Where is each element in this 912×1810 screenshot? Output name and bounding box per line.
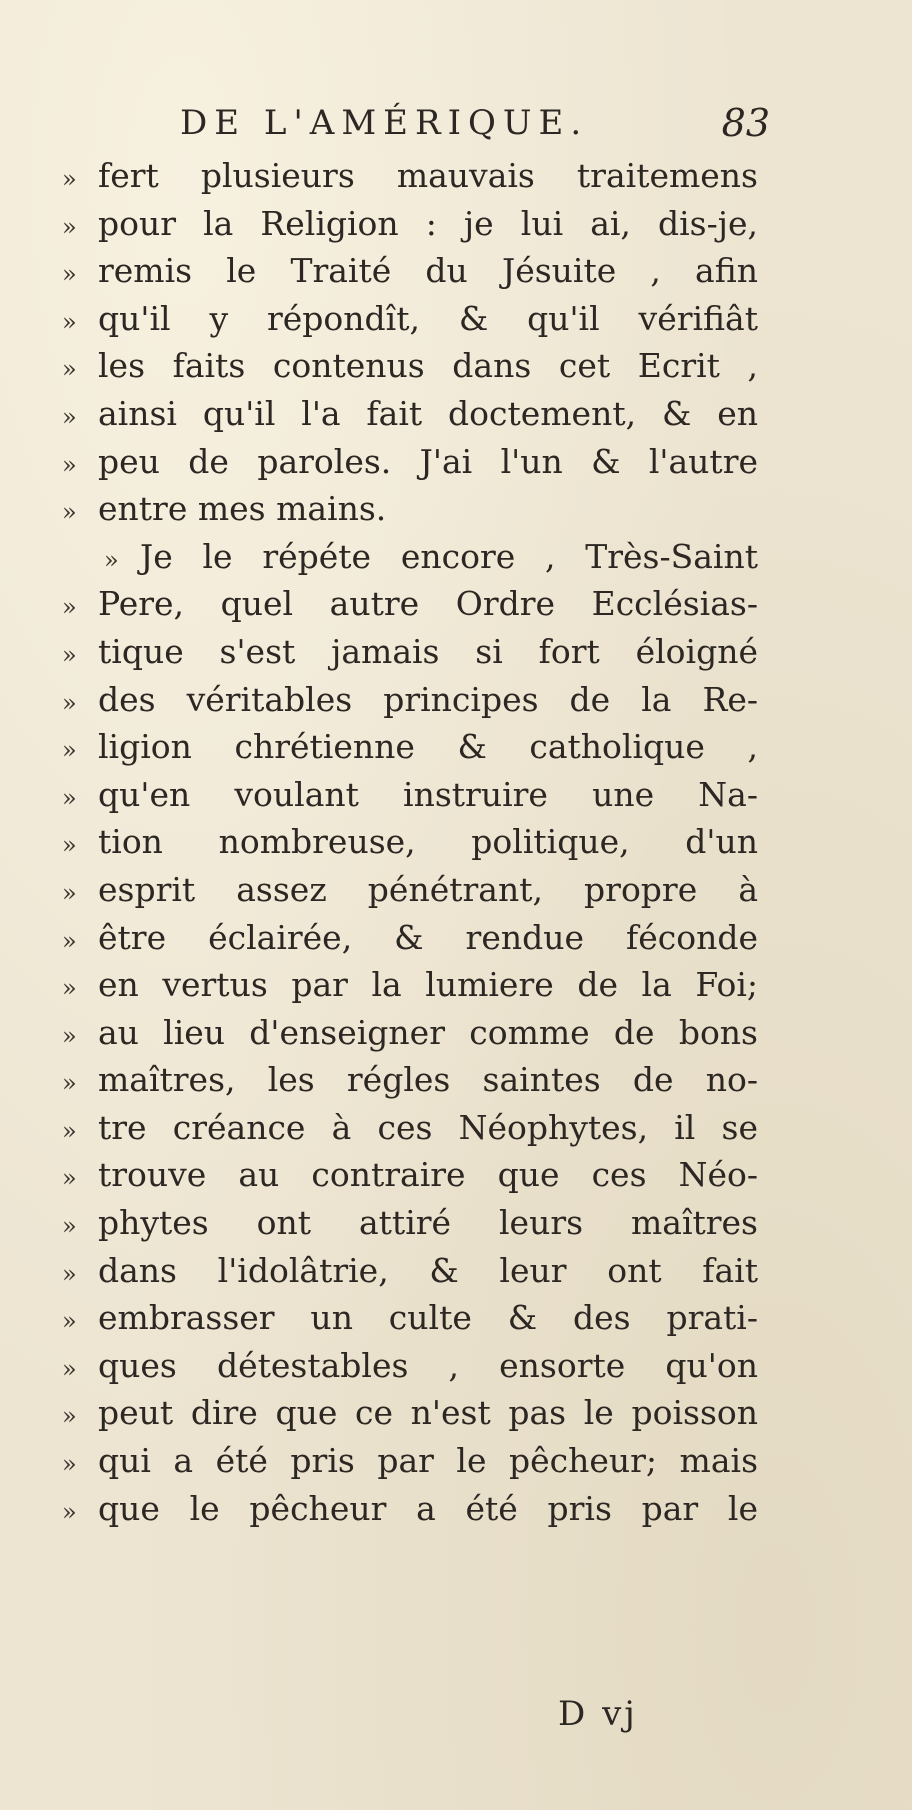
- quote-mark: »: [62, 1402, 77, 1431]
- line-text: qu'en voulant instruire une Na-: [98, 774, 758, 814]
- text-line: [62, 628, 758, 676]
- text-line: [62, 1104, 758, 1152]
- quote-mark: »: [62, 1116, 77, 1145]
- quote-mark: »: [62, 1450, 77, 1479]
- text-line: [62, 438, 758, 486]
- quote-mark: »: [62, 355, 77, 384]
- text-line: [62, 723, 758, 771]
- quote-mark: »: [62, 498, 77, 527]
- text-line: [62, 771, 758, 819]
- body-text: [62, 152, 758, 1532]
- quote-mark: »: [62, 831, 77, 860]
- page-header: [180, 98, 770, 148]
- line-text: ainsi qu'il l'a fait doctement, & en: [98, 393, 758, 433]
- line-text: au lieu d'enseigner comme de bons: [98, 1012, 758, 1052]
- line-text: pour la Religion : je lui ai, dis-je,: [98, 203, 758, 243]
- text-line: [62, 1247, 758, 1295]
- text-line: [62, 200, 758, 248]
- line-text: phytes ont attiré leurs maîtres: [98, 1203, 758, 1243]
- quote-mark: »: [62, 165, 77, 193]
- text-line: [62, 342, 758, 390]
- line-text: embrasser un culte & des prati-: [98, 1298, 758, 1338]
- line-text: fert plusieurs mauvais traitemens: [98, 156, 758, 195]
- quote-mark: »: [62, 1069, 77, 1098]
- text-line: [62, 247, 758, 295]
- text-line: [62, 1294, 758, 1342]
- text-line: [62, 1199, 758, 1247]
- quote-mark: »: [62, 1354, 77, 1383]
- line-text: Je le répéte encore , Très-Saint: [140, 536, 758, 576]
- text-line: [62, 485, 758, 533]
- text-line: [62, 914, 758, 962]
- quote-mark: »: [62, 260, 77, 289]
- quote-mark: »: [62, 1021, 77, 1050]
- text-line: [62, 818, 758, 866]
- text-line: [62, 1485, 758, 1533]
- quote-mark: »: [62, 783, 77, 812]
- text-line: [62, 1389, 758, 1437]
- line-text: tion nombreuse, politique, d'un: [98, 822, 758, 862]
- text-line: [62, 676, 758, 724]
- line-text: Pere, quel autre Ordre Ecclésias-: [98, 584, 758, 624]
- line-text: peut dire que ce n'est pas le poisson: [98, 1393, 758, 1433]
- line-text: entre mes mains.: [98, 489, 387, 529]
- quote-mark: »: [62, 1164, 77, 1193]
- quote-mark: »: [62, 1212, 77, 1241]
- quote-mark: »: [62, 450, 77, 479]
- quote-mark: »: [62, 1497, 77, 1526]
- quote-mark: »: [104, 545, 119, 574]
- line-text: tre créance à ces Néophytes, il se: [98, 1107, 758, 1147]
- line-text: esprit assez pénétrant, propre à: [98, 869, 758, 909]
- line-text: trouve au contraire que ces Néo-: [98, 1155, 758, 1195]
- line-text: ques détestables , ensorte qu'on: [98, 1345, 758, 1385]
- page-number: 83: [721, 101, 770, 145]
- text-line: [62, 866, 758, 914]
- line-text: tique s'est jamais si fort éloigné: [98, 631, 758, 671]
- quote-mark: »: [62, 736, 77, 765]
- text-line: [62, 390, 758, 438]
- text-line: [62, 961, 758, 1009]
- line-text: que le pêcheur a été pris par le: [98, 1488, 758, 1528]
- quote-mark: »: [62, 878, 77, 907]
- line-text: en vertus par la lumiere de la Foi;: [98, 965, 758, 1005]
- text-line: [62, 580, 758, 628]
- quote-mark: »: [62, 640, 77, 669]
- quote-mark: »: [62, 307, 77, 336]
- line-text: remis le Traité du Jésuite , afin: [98, 251, 758, 291]
- quote-mark: »: [62, 593, 77, 622]
- text-line: [62, 1056, 758, 1104]
- line-text: qui a été pris par le pêcheur; mais: [98, 1441, 758, 1481]
- text-line: [62, 1009, 758, 1057]
- quote-mark: »: [62, 926, 77, 955]
- quote-mark: »: [62, 212, 77, 241]
- quote-mark: »: [62, 1307, 77, 1336]
- text-line: [62, 1437, 758, 1485]
- quote-mark: »: [62, 402, 77, 431]
- line-text: maîtres, les régles saintes de no-: [98, 1060, 758, 1100]
- line-text: des véritables principes de la Re-: [98, 679, 758, 719]
- line-text: peu de paroles. J'ai l'un & l'autre: [98, 441, 758, 481]
- quote-mark: »: [62, 688, 77, 717]
- line-text: les faits contenus dans cet Ecrit ,: [98, 346, 758, 386]
- text-line: [62, 1342, 758, 1390]
- line-text: être éclairée, & rendue féconde: [98, 917, 758, 957]
- signature-mark: D vj: [558, 1694, 638, 1734]
- quote-mark: »: [62, 1259, 77, 1288]
- text-line: [62, 1151, 758, 1199]
- running-head: DE L'AMÉRIQUE.: [180, 103, 589, 143]
- line-text: dans l'idolâtrie, & leur ont fait: [98, 1250, 758, 1290]
- text-line: [62, 295, 758, 343]
- line-text: ligion chrétienne & catholique ,: [98, 727, 758, 767]
- text-line: [62, 533, 758, 581]
- text-line: [62, 152, 758, 200]
- quote-mark: »: [62, 974, 77, 1003]
- line-text: qu'il y répondît, & qu'il vérifiât: [98, 298, 758, 338]
